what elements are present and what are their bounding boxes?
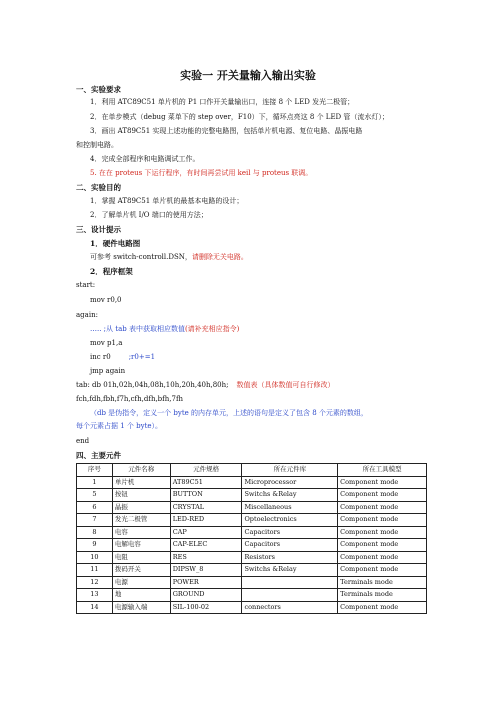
table-cell: 13 [77, 589, 113, 602]
table-cell: Switchs &Relay [242, 489, 338, 502]
subheading-program: 2．程序框架 [90, 267, 133, 276]
table-row [77, 551, 427, 564]
circuit-hint-note: 请删除无关电路。 [191, 253, 248, 261]
table-row [77, 501, 427, 514]
table-cell: Terminals mode [338, 576, 427, 589]
table-row [77, 539, 427, 552]
table-cell: RES [170, 551, 242, 564]
code-line [76, 381, 335, 390]
table-cell: BUTTON [170, 489, 242, 502]
section-heading-components: 四、主要元件 [76, 451, 121, 460]
table-cell: 7 [77, 514, 113, 527]
table-cell: Component mode [338, 539, 427, 552]
table-cell: Component mode [338, 514, 427, 527]
table-row [77, 489, 427, 502]
table-cell: 11 [77, 564, 113, 577]
table-cell: AT89C51 [170, 476, 242, 489]
table-cell: Optoelectronics [242, 514, 338, 527]
purpose-item: 1．掌握 AT89C51 单片机的最基本电路的设计； [90, 197, 244, 205]
table-cell: 9 [77, 539, 113, 552]
table-cell: CAP-ELEC [170, 539, 242, 552]
column-header: 序号 [77, 464, 113, 477]
table-cell: 电阻 [112, 551, 170, 564]
table-cell: 8 [77, 526, 113, 539]
code-line: start: [76, 281, 96, 289]
table-cell: 6 [77, 501, 113, 514]
table-row [77, 601, 427, 614]
column-header: 元件名称 [112, 464, 170, 477]
table-cell: 1 [77, 476, 113, 489]
table-cell: Resistors [242, 551, 338, 564]
requirement-item: 2．在单步模式（debug 菜单下的 step over，F10）下，循环点亮这 8 个 LED 管（流水灯）； [90, 113, 389, 121]
table-cell: Capacitors [242, 539, 338, 552]
code-comment: ….. ;从 tab 表中获取相应数值 [90, 325, 185, 333]
table-cell: Component mode [338, 601, 427, 614]
table-cell: 10 [77, 551, 113, 564]
table-row [77, 576, 427, 589]
code-table-note: 数值表（具体数值可自行修改） [236, 381, 335, 389]
requirement-item-note: 5. 在在 proteus 下运行程序，有时间再尝试用 keil 与 proteus 联调。 [90, 169, 313, 177]
code-comment: ;r0+=1 [128, 353, 156, 361]
table-cell: CRYSTAL [170, 501, 242, 514]
column-header: 元件规格 [170, 464, 242, 477]
code-line: mov p1,a [90, 339, 123, 347]
components-table [76, 463, 427, 614]
table-header-row [77, 464, 427, 477]
table-cell: Component mode [338, 489, 427, 502]
column-header: 所在元件库 [242, 464, 338, 477]
table-cell: 晶振 [112, 501, 170, 514]
table-cell: 14 [77, 601, 113, 614]
requirement-item: 1．利用 ATC89C51 单片机的 P1 口作开关量输出口，连接 8 个 LED 发光二极管； [90, 98, 355, 106]
table-cell: GROUND [170, 589, 242, 602]
table-cell: Miscellaneous [242, 501, 338, 514]
code-line [90, 353, 155, 362]
code-line: end [76, 437, 90, 445]
page-title: 实验一 开关量输入输出实验 [180, 69, 316, 82]
code-explanation-line: （db 是伪指令，定义一个 byte 的内存单元，上述的语句是定义了包含 8 个元素的数组， [90, 409, 368, 417]
subheading-circuit: 1．硬件电路图 [90, 239, 141, 248]
circuit-hint-text: 可参考 switch-controll.DSN， [90, 253, 192, 261]
table-cell: Component mode [338, 564, 427, 577]
table-cell: POWER [170, 576, 242, 589]
requirement-item: 3．画出 AT89C51 实现上述功能的完整电路图，包括单片机电源、复位电路、晶振电路 [90, 127, 363, 135]
section-heading-hints: 三、设计提示 [76, 225, 121, 234]
table-cell: LED-RED [170, 514, 242, 527]
table-cell: connectors [242, 601, 338, 614]
code-line: fch,fdh,fbh,f7h,cfh,dfh,bfh,7fh [76, 395, 184, 403]
code-line [90, 325, 239, 334]
table-cell: 单片机 [112, 476, 170, 489]
code-line: jmp again [90, 367, 126, 375]
requirement-item: 4．完成全部程序和电路调试工作。 [90, 155, 200, 163]
table-cell: 电容 [112, 526, 170, 539]
table-cell: Component mode [338, 551, 427, 564]
section-heading-purpose: 二、实验目的 [76, 183, 121, 192]
requirement-item: 和控制电路。 [76, 141, 118, 149]
table-cell: Component mode [338, 526, 427, 539]
table-cell: 电源 [112, 576, 170, 589]
table-cell: DIPSW_8 [170, 564, 242, 577]
code-instruction: inc r0 [90, 353, 111, 361]
table-cell: 拨码开关 [112, 564, 170, 577]
table-cell: Component mode [338, 501, 427, 514]
code-explanation-line: 每个元素占据 1 个 byte）。 [76, 422, 163, 430]
table-row [77, 526, 427, 539]
table-cell: 电解电容 [112, 539, 170, 552]
table-cell: 按钮 [112, 489, 170, 502]
table-cell: Switchs &Relay [242, 564, 338, 577]
table-cell: Terminals mode [338, 589, 427, 602]
code-line: again: [76, 311, 98, 319]
code-todo-note: (请补充相应指令) [184, 325, 240, 333]
code-line: mov r0,0 [90, 296, 122, 304]
circuit-hint [90, 253, 248, 262]
table-row [77, 564, 427, 577]
table-cell: 发光二极管 [112, 514, 170, 527]
table-cell: SIL-100-02 [170, 601, 242, 614]
table-cell [242, 589, 338, 602]
table-cell: 12 [77, 576, 113, 589]
table-cell: Microprocessor [242, 476, 338, 489]
table-cell: Capacitors [242, 526, 338, 539]
column-header: 所在工具模型 [338, 464, 427, 477]
table-cell: 地 [112, 589, 170, 602]
table-cell: 5 [77, 489, 113, 502]
table-cell: CAP [170, 526, 242, 539]
code-instruction: tab: db 01h,02h,04h,08h,10h,20h,40h,80h; [76, 381, 229, 389]
purpose-item: 2．了解单片机 I/O 端口的使用方法； [90, 211, 208, 219]
section-heading-requirements: 一、实验要求 [76, 85, 121, 94]
table-row [77, 476, 427, 489]
table-row [77, 589, 427, 602]
table-cell: Component mode [338, 476, 427, 489]
table-row [77, 514, 427, 527]
table-cell [242, 576, 338, 589]
table-cell: 电源输入端 [112, 601, 170, 614]
